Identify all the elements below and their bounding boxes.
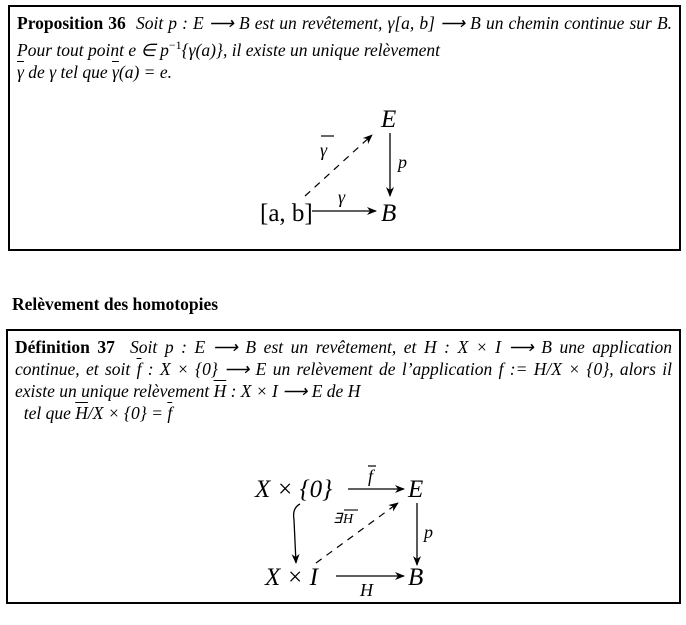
text: une application continue, et soit	[15, 337, 673, 379]
math: B	[656, 13, 668, 33]
text: tel que	[19, 403, 76, 423]
math-exponent: −1	[168, 38, 182, 52]
definition-label: Définition 37	[15, 337, 115, 357]
label-p: p	[398, 152, 407, 172]
text: Soit	[130, 337, 165, 357]
math: f := H/X × {0}	[498, 359, 610, 379]
arrow-H-bar	[316, 503, 398, 563]
diagram-node-XI: X × I	[265, 564, 318, 591]
math: /X × {0} =	[87, 403, 168, 423]
text: un relèvement de l’application	[266, 359, 499, 379]
diagram-node-X0: X × {0}	[255, 476, 333, 503]
math: γ	[49, 61, 57, 82]
section-heading: Relèvement des homotopies	[12, 294, 219, 314]
math: $\overline{H}$	[213, 381, 227, 401]
text: . Pour tout point	[17, 13, 673, 60]
math: : X × {0} ⟶ E	[141, 359, 267, 379]
math: $\overline{f}$	[167, 403, 173, 423]
label-exists: ∃	[333, 512, 342, 527]
math: : X × I ⟶ E	[226, 381, 323, 401]
math: $\overline{f}$	[136, 359, 142, 379]
proposition-label: Proposition 36	[17, 13, 126, 33]
math: p : E ⟶ B	[168, 13, 250, 33]
math: p : E ⟶ B	[164, 337, 257, 357]
text: de	[23, 61, 50, 82]
label-gamma: γ	[338, 187, 346, 207]
label-p: p	[424, 522, 433, 542]
text: est un revêtement, et	[256, 337, 424, 357]
math: (a) = e	[118, 61, 168, 82]
math: $\overline{\gamma}$	[17, 61, 24, 82]
label-gamma-bar: γ	[320, 140, 328, 160]
text: .	[167, 61, 172, 82]
text: tel que	[56, 61, 112, 82]
diagram-node-E: E	[381, 106, 397, 133]
label-f-bar: f	[368, 466, 374, 486]
text: , alors il existe un unique relèvement	[15, 359, 672, 401]
diagram-node-E: E	[408, 476, 424, 503]
text: un chemin continue sur	[480, 13, 657, 33]
math: H : X × I ⟶ B	[423, 337, 552, 357]
arrow-inclusion	[294, 504, 300, 563]
text: , il existe un unique relèvement	[222, 39, 440, 60]
math: H	[347, 381, 361, 401]
math: {γ(a)}	[181, 39, 223, 60]
diagram-node-interval: [a, b]	[260, 200, 313, 227]
text: de	[322, 381, 348, 401]
diagram-node-B: B	[408, 564, 424, 591]
text: Soit	[135, 13, 169, 33]
math: $\overline{\gamma}$	[111, 61, 119, 82]
diagram-node-B: B	[381, 200, 397, 227]
label-H: H	[360, 580, 373, 600]
math: e ∈ p	[128, 39, 169, 60]
text: est un revêtement,	[249, 13, 388, 33]
math: γ[a, b] ⟶ B	[387, 13, 481, 33]
math: $\overline{H}$	[75, 403, 88, 423]
label-H-bar: H	[343, 512, 354, 527]
